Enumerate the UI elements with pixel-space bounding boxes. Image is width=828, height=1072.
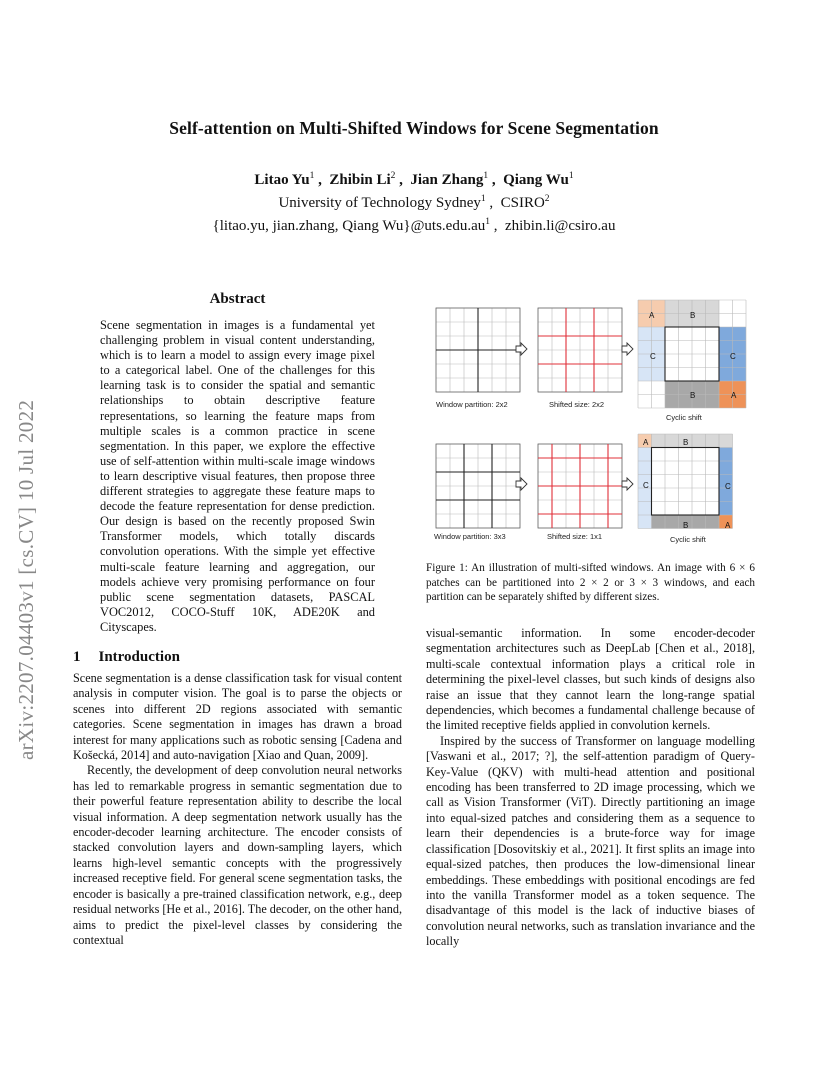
- region-letter: B: [683, 438, 689, 447]
- figure-caption: Figure 1: An illustration of multi-sifted windows. An image with 6 × 6 patches can be partitioned into 2 × 2 or 3 × 3 windows, and each partition can be separately shifted by different sizes.: [426, 562, 755, 603]
- region-letter: A: [731, 391, 737, 400]
- partition-label: Window partition: 2x2: [436, 400, 508, 409]
- author-name: Qiang Wu: [503, 172, 569, 188]
- region-letter: A: [643, 438, 649, 447]
- paragraph: Recently, the development of deep convolution neural networks has led to remarkable progress in semantic segmentation due to their powerful feature representation ability to describe the local visual information. A deep segmentation network usually has the encoder-decoder learning architecture. The encoder consists of stacked convolution layers and down-sampling layers, which learns high-level semantic concepts with the progressively increased receptive field. For general scene segmentation tasks, the encoder is basically a pre-trained classification network, e.g., deep residual networks [He et al., 2016]. The decoder, on the other hand, aims to predict the pixel-level classes by considering the contextual: [73, 763, 402, 947]
- region-letter: B: [690, 391, 696, 400]
- region-letter: A: [649, 311, 655, 320]
- paper-title: Self-attention on Multi-Shifted Windows for Scene Segmentation: [169, 118, 659, 138]
- figure-1-illustration: [426, 292, 758, 550]
- arrow-icon: [516, 343, 633, 490]
- intro-right-column: [426, 626, 755, 950]
- cyclic-label: Cyclic shift: [666, 413, 702, 422]
- author-list: Litao Yu$^1$ , Zhibin Li$^2$ , Jian Zhang$^1$ , Qiang Wu$^1$: [254, 171, 574, 188]
- author-name: Litao Yu: [254, 172, 310, 188]
- arxiv-identifier: arXiv:2207.04403v1 [cs.CV] 10 Jul 2022: [14, 399, 38, 760]
- paragraph: Scene segmentation is a dense classification task for visual content analysis in computer vision. The goal is to parse the objects or scenes into different 2D regions associated with semantic categories. Scene segmentation in images has drawn a broad interest for many applications such as robotic sensing [Cadena and Košecká, 2014] and auto-navigation [Xiao and Quan, 2009].: [73, 671, 402, 763]
- paragraph: Inspired by the success of Transformer on language modelling [Vaswani et al., 2017; ?], the self-attention paradigm of Query-Key-Value (QKV) with multi-head attention and positional encoding has been transferred to 2D image processing, which we call as Vision Transformer (ViT). Directly partitioning an image into equal-sized patches and considering them as a sequence to learn their dependencies is a brute-force way for image classification [Dosovitskiy et al., 2021]. It first splits an image into equal-sized patches, then produces the low-dimensional linear embeddings. These embeddings with positional encodings are fed into the vanilla Transformer model as a token sequence. The disadvantage of this model is the lack of inductive biases of convolution neural networks, such as translation invariance and the locally: [426, 733, 755, 949]
- affiliations: University of Technology Sydney$^1$ , CSIRO$^2$: [278, 194, 550, 211]
- cyclic-label: Cyclic shift: [670, 535, 706, 544]
- region-letter: A: [725, 521, 731, 530]
- paragraph: visual-semantic information. In some encoder-decoder segmentation architectures such as DeepLab [Chen et al., 2018], multi-scale contextual information plays a critical role in determining the pixel-level classes, but such kinds of designs also raise an issue that they cannot learn the long-range spatial dependencies, which becomes a fundamental challenge because of the limited receptive fields applied in convolution kernels.: [426, 626, 755, 733]
- shift-label: Shifted size: 1x1: [547, 532, 603, 541]
- shifted-2x2-grid: [538, 308, 622, 392]
- window-partition-3x3-grid: [436, 444, 520, 528]
- abstract-text: Scene segmentation in images is a fundamental yet challenging problem in visual content understanding, which is to learn a model to assign every image pixel to a categorical label. One of the challenges for this learning task is to consider the spatial and semantic relationships to obtain descriptive feature representations, so learning the feature maps from multiple scales is a common practice in scene segmentation. In this paper, we explore the effective use of self-attention within multi-scale image windows to learn descriptive visual features, then propose three different strategies to aggregate these feature maps to decode the feature representation for dense prediction. Our design is based on the recently proposed Swin Transformer models, which totally discards convolution operations. With the simple yet effective multi-scale feature learning and aggregation, our models achieve very promising performance on four public scene segmentation datasets, PASCAL VOC2012, COCO-Stuff 10K, ADE20K and Cityscapes.: [100, 318, 375, 634]
- author-name: Zhibin Li: [329, 172, 391, 188]
- shifted-1x1-grid: [538, 444, 622, 528]
- window-partition-2x2-grid: [436, 308, 520, 392]
- abstract-heading: Abstract: [209, 291, 266, 307]
- intro-left-column: [73, 671, 402, 948]
- region-letter: C: [643, 481, 649, 490]
- author-emails: {litao.yu, jian.zhang, Qiang $Wu\}@uts.edu.au^1$ , zhibin.li@csiro.au: [212, 217, 616, 234]
- section-heading-introduction: 1 Introduction: [73, 649, 180, 665]
- region-letter: B: [690, 311, 696, 320]
- region-letter: C: [725, 482, 731, 491]
- cyclic-shift-1x1-grid: [638, 434, 733, 529]
- shift-label: Shifted size: 2x2: [549, 400, 605, 409]
- partition-label: Window partition: 3x3: [434, 532, 506, 541]
- region-letter: C: [650, 352, 656, 361]
- region-letter: C: [730, 352, 736, 361]
- author-name: Jian Zhang: [410, 172, 484, 188]
- region-letter: B: [683, 521, 689, 530]
